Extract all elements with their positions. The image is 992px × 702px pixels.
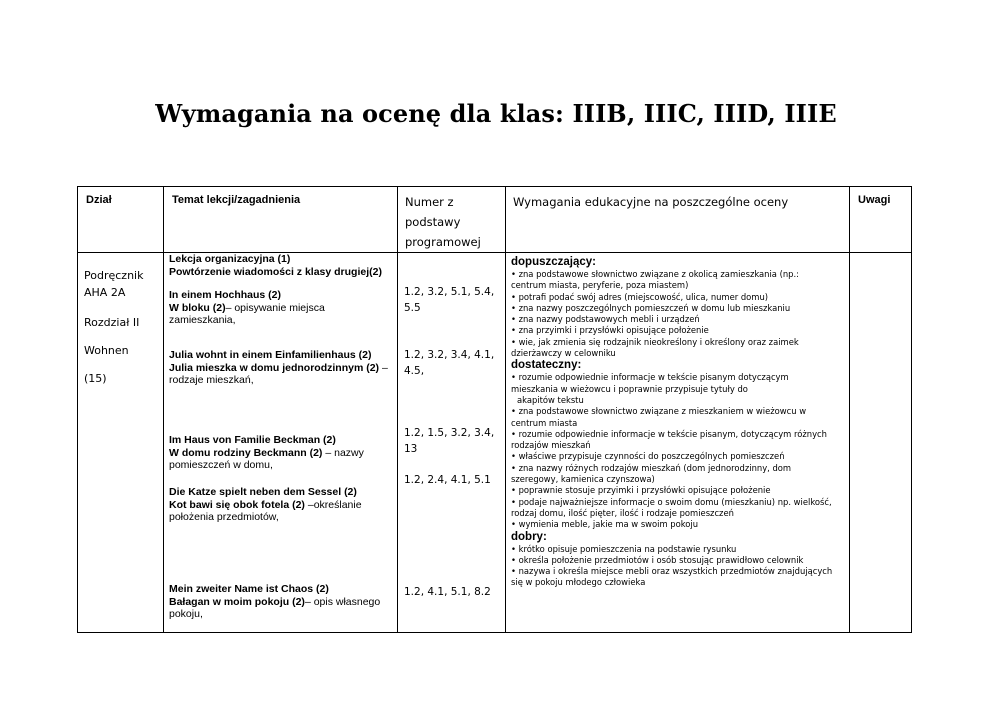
- requirement-item: • nazywa i określa miejsce mebli oraz wszystkich przedmiotów znajdujących: [511, 566, 833, 577]
- curriculum-number-line: 1.2, 3.2, 5.1, 5.4,: [404, 286, 495, 298]
- topic-title: Bałagan w moim pokoju (2): [169, 595, 305, 608]
- topic-block: [169, 583, 393, 621]
- requirement-item: • zna podstawowe słownictwo związane z okolicą zamieszkania (np.:: [511, 269, 799, 279]
- unit-hours: (15): [84, 372, 107, 385]
- topic-title: In einem Hochhaus (2): [169, 289, 282, 301]
- requirement-item: centrum miasta: [511, 417, 578, 428]
- grade-level-title: dostateczny:: [511, 359, 582, 372]
- curriculum-numbers: [404, 284, 501, 316]
- requirement-item: • krótko opisuje pomieszczenia na podstawie rysunku: [511, 543, 737, 554]
- header-temat-cell: [164, 187, 398, 253]
- requirement-item: • właściwe przypisuje czynności do poszczególnych pomieszczeń: [511, 451, 785, 462]
- header-wymagania: Wymagania edukacyjne na poszczególne oceny: [513, 195, 789, 209]
- topic-title: W bloku (2): [169, 301, 226, 314]
- curriculum-number-line: 13: [404, 443, 418, 455]
- topic-description: –określanie: [304, 498, 362, 511]
- requirement-item: • rozumie odpowiednie informacje w tekście pisanym dotyczącym: [511, 372, 789, 383]
- book-label: Podręcznik: [84, 269, 144, 282]
- requirement-item: • zna nazwy różnych rodzajów mieszkań (dom jednorodzinny, dom: [511, 462, 792, 473]
- unit-topic: Wohnen: [84, 344, 129, 357]
- topic-title: Die Katze spielt neben dem Sessel (2): [169, 486, 357, 498]
- header-uwagi: Uwagi: [858, 194, 891, 206]
- curriculum-numbers: [404, 425, 501, 457]
- requirement-item: się w pokoju młodego człowieka: [511, 577, 646, 588]
- topic-title: Im Haus von Familie Beckman (2): [169, 434, 336, 446]
- topic-description: pokoju,: [169, 608, 203, 620]
- header-dzial-cell: [78, 187, 164, 253]
- chapter-label: Rozdział II: [84, 316, 140, 329]
- topic-title: Powtórzenie wiadomości z klasy drugiej(2): [169, 265, 382, 278]
- numbers-cell: [398, 253, 506, 633]
- requirement-item: centrum miasta, peryferie, poza miastem): [511, 280, 689, 291]
- requirement-item: dzierżawczy w celowniku: [511, 348, 616, 359]
- header-numer-line: programowej: [405, 235, 481, 249]
- curriculum-numbers: [404, 584, 501, 600]
- requirement-item: szeregowy, kamienica czynszowa): [511, 474, 655, 485]
- curriculum-numbers: [404, 472, 501, 488]
- page-title: Wymagania na ocenę dla klas: IIIB, IIIC, IIID, IIIE: [155, 99, 837, 128]
- uwagi-cell: [850, 253, 912, 633]
- table-row: [78, 253, 912, 633]
- topic-title: Julia mieszka w domu jednorodzinnym (2): [169, 361, 380, 374]
- requirement-item: • wie, jak zmienia się rodzajnik nieokreślony i określony oraz zaimek: [511, 336, 799, 347]
- topic-description: – nazwy: [322, 446, 364, 459]
- requirement-item: • poprawnie stosuje przyimki i przysłówki opisujące położenie: [511, 485, 771, 496]
- requirement-item: • rozumie odpowiednie informacje w tekście pisanym, dotyczącym różnych: [511, 428, 827, 439]
- grade-level-title: dopuszczający:: [511, 256, 596, 268]
- topic-title: Lekcja organizacyjna (1): [169, 253, 291, 265]
- book-name: AHA 2A: [84, 286, 126, 299]
- header-uwagi-cell: [850, 187, 912, 253]
- topic-block: [169, 349, 393, 387]
- dzial-cell: [78, 253, 164, 633]
- requirement-item: • wymienia meble, jakie ma w swoim pokoju: [511, 519, 699, 530]
- curriculum-number-line: 1.2, 3.2, 3.4, 4.1,: [404, 349, 495, 361]
- topic-description: rodzaje mieszkań,: [169, 374, 254, 386]
- topic-block: [169, 253, 393, 278]
- curriculum-numbers: [404, 347, 501, 379]
- topic-title: Kot bawi się obok fotela (2): [169, 498, 305, 511]
- header-numer-cell: [398, 187, 506, 253]
- topic-description: –: [379, 361, 388, 374]
- grade-level-title: dobry:: [511, 530, 547, 543]
- topic-title: Julia wohnt in einem Einfamilienhaus (2): [169, 349, 372, 361]
- requirement-item: • potrafi podać swój adres (miejscowość, ulica, numer domu): [511, 291, 769, 302]
- requirement-item: rodzaj domu, ilość pięter, ilość i rodzaje pomieszczeń: [511, 507, 734, 518]
- header-dzial: Dział: [86, 194, 112, 206]
- topic-description: położenia przedmiotów,: [169, 511, 279, 523]
- curriculum-number-line: 1.2, 2.4, 4.1, 5.1: [404, 474, 491, 486]
- topic-description: zamieszkania,: [169, 314, 236, 326]
- requirement-item: • zna nazwy podstawowych mebli i urządzeń: [511, 314, 700, 325]
- requirements-cell: [506, 253, 850, 633]
- topic-description: pomieszczeń w domu,: [169, 459, 273, 471]
- requirement-item: • określa położenie przedmiotów i osób stosując prawidłowo celownik: [511, 554, 804, 565]
- topics-cell: [164, 253, 398, 633]
- topic-title: W domu rodziny Beckmann (2): [169, 446, 323, 459]
- header-numer-line: Numer z: [405, 195, 454, 209]
- requirement-item: mieszkania w wieżowcu i poprawnie przypisuje tytuły do: [511, 383, 748, 394]
- requirements-table: [77, 186, 912, 633]
- header-numer-line: podstawy: [405, 215, 461, 229]
- table-header-row: [78, 187, 912, 253]
- requirement-item: • zna przyimki i przysłówki opisujące położenie: [511, 325, 709, 336]
- requirement-item: rodzajów mieszkań: [511, 440, 591, 451]
- topic-description: – opisywanie miejsca: [225, 301, 325, 314]
- topic-title: Mein zweiter Name ist Chaos (2): [169, 583, 329, 595]
- header-wymagania-cell: [506, 187, 850, 253]
- topic-description: – opis własnego: [304, 595, 381, 608]
- requirement-item: akapitów tekstu: [517, 394, 584, 405]
- curriculum-number-line: 1.2, 4.1, 5.1, 8.2: [404, 586, 491, 598]
- topic-block: [169, 434, 393, 472]
- curriculum-number-line: 4.5,: [404, 365, 425, 377]
- curriculum-number-line: 1.2, 1.5, 3.2, 3.4,: [404, 427, 495, 439]
- curriculum-number-line: 5.5: [404, 302, 421, 314]
- topic-block: [169, 486, 393, 524]
- requirement-item: • zna podstawowe słownictwo związane z mieszkaniem w wieżowcu w: [511, 406, 807, 417]
- requirement-item: • zna nazwy poszczególnych pomieszczeń w domu lub mieszkaniu: [511, 302, 791, 313]
- topic-block: [169, 289, 393, 327]
- requirement-item: • podaje najważniejsze informacje o swoim domu (mieszkaniu) np. wielkość,: [511, 496, 832, 507]
- header-temat: Temat lekcji/zagadnienia: [172, 194, 301, 206]
